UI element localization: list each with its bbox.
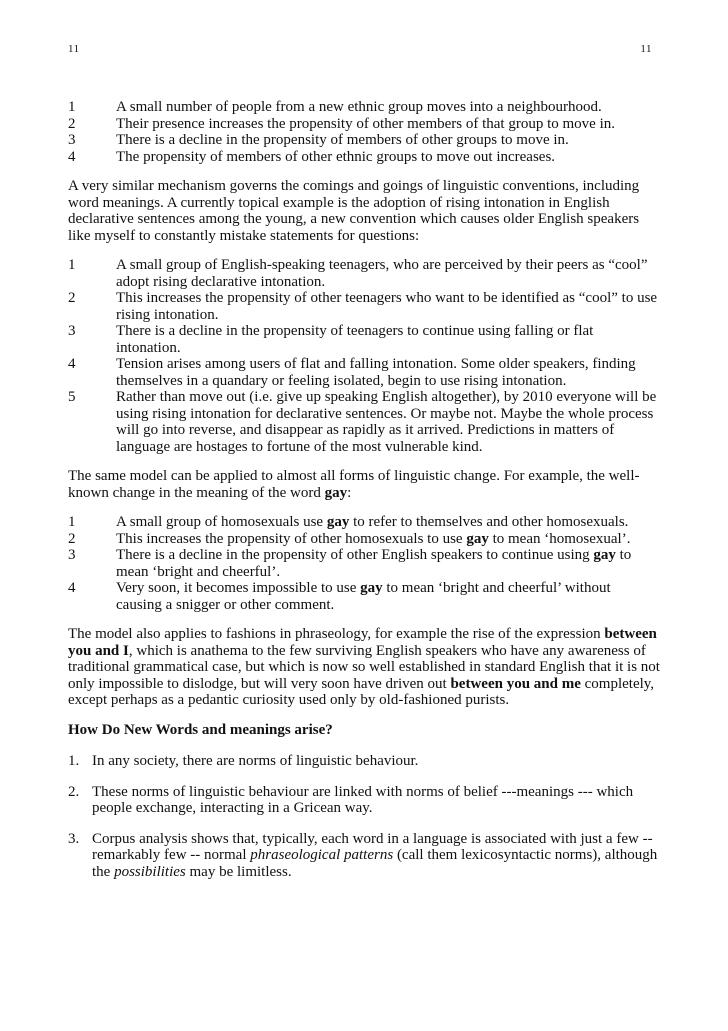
paragraph-same-model: The same model can be applied to almost all forms of linguistic change. For example, the well-known change in the meaning of the word gay: xyxy=(68,468,640,501)
document-body xyxy=(68,99,660,880)
paragraph-mechanism: A very similar mechanism governs the comings and goings of linguistic conventions, including word meanings. A currently topical example is the adoption of rising intonation in English declarative sentences among the young, a new convention which causes older English speakers like myself to constantly mistake statements for questions: xyxy=(68,178,640,244)
numbered-item: 3. Corpus analysis shows that, typically, each word in a language is associated with just a few -- remarkably few -- normal phraseological patterns (call them lexicosyntactic norms), although the possibilities may be limitless. xyxy=(68,830,658,880)
list-item: 1 A small group of homosexuals use gay to refer to themselves and other homosexuals. xyxy=(68,514,629,530)
list-item: 3 There is a decline in the propensity of members of other groups to move in. xyxy=(68,132,569,148)
list-item: 5 Rather than move out (i.e. give up speaking English altogether), by 2010 everyone will be using rising intonation for declarative sentences. Or maybe not. Maybe the whole process will go into reverse, and disappear as rapidly as it arrived. Predictions in matters of language are hostages to fortune of the most vulnerable kind. xyxy=(68,389,657,455)
numbered-item: 1. In any society, there are norms of linguistic behaviour. xyxy=(68,753,419,769)
list-item: 2 This increases the propensity of other homosexuals to use gay to mean ‘homosexual’. xyxy=(68,530,631,547)
list-item: 4 Very soon, it becomes impossible to use gay to mean ‘bright and cheerful’ without causing a snigger or other comment. xyxy=(68,580,611,613)
page-number-left: 11 xyxy=(68,43,80,55)
gay-meaning-list xyxy=(68,514,660,613)
ethnic-group-list xyxy=(68,99,660,165)
section-heading: How Do New Words and meanings arise? xyxy=(68,721,333,738)
paragraph-phraseology: The model also applies to fashions in phraseology, for example the rise of the expression between you and I, which is anathema to the few surviving English speakers who have any awareness of traditional grammatical case, but which is now so well established in standard English that it is not only impossible to dislodge, but will very soon have driven out between you and me completely, except perhaps as a pedantic curiosity used only by old-fashioned purists. xyxy=(68,626,660,708)
numbered-item: 2. These norms of linguistic behaviour are linked with norms of belief ---meanings --- which people exchange, interacting in a Gricean way. xyxy=(68,783,634,816)
list-item: 2 This increases the propensity of other teenagers who want to be identified as “cool” to use rising intonation. xyxy=(68,290,658,323)
list-item: 4 Tension arises among users of flat and falling intonation. Some older speakers, finding themselves in a quandary or feeling isolated, begin to use rising intonation. xyxy=(68,356,636,389)
list-item: 1 A small number of people from a new ethnic group moves into a neighbourhood. xyxy=(68,99,602,115)
list-item: 2 Their presence increases the propensity of other members of that group to move in. xyxy=(68,115,616,132)
list-item: 3 There is a decline in the propensity of other English speakers to continue using gay to mean ‘bright and cheerful’. xyxy=(68,547,632,580)
list-item: 4 The propensity of members of other ethnic groups to move out increases. xyxy=(68,148,556,165)
page-number-right: 11 xyxy=(640,43,652,55)
intonation-list xyxy=(68,257,660,455)
list-item: 1 A small group of English-speaking teenagers, who are perceived by their peers as “cool” adopt rising declarative intonation. xyxy=(68,257,648,290)
list-item: 3 There is a decline in the propensity of teenagers to continue using falling or flat intonation. xyxy=(68,323,594,356)
